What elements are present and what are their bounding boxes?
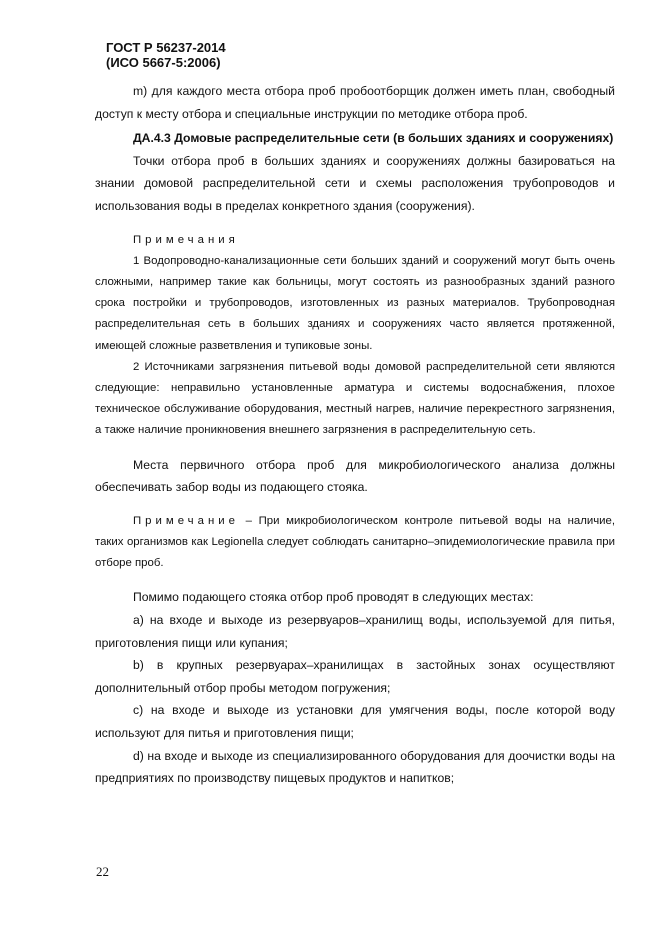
notes-block xyxy=(95,230,615,442)
single-note-block xyxy=(95,511,615,575)
document-header xyxy=(106,40,226,70)
iso-reference: (ИСО 5667-5:2006) xyxy=(106,55,221,70)
note-1: 1 Водопроводно-канализационные сети больших зданий и сооружений могут быть очень сложными, например такие как больницы, могут состоять из разнообразных зданий разного срока постройки и трубопроводов, изготовленных из разных материалов. Трубопроводная распределительная сеть в больших зданиях и сооружениях часто является протяженной, имеющей сложные разветвления и тупиковые зоны. xyxy=(95,254,615,352)
list-item-d: d) на входе и выходе из специализированного оборудования для доочистки воды на предприятиях по производству пищевых продуктов и напитков; xyxy=(95,748,615,786)
note-2: 2 Источниками загрязнения питьевой воды домовой распределительной сети являются следующие: неправильно установленные арматура и системы водоснабжения, плохое техническое обслуживание оборудования, местный нагрев, наличие перекрестного загрязнения, а также наличие проникновения внешнего загрязнения в распределительную сеть. xyxy=(95,360,615,437)
section-title: ДА.4.3 Домовые распределительные сети (в больших зданиях и сооружениях) xyxy=(133,131,614,146)
list-item-a: а) на входе и выходе из резервуаров–хранилищ воды, используемой для питья, приготовления пищи или купания; xyxy=(95,612,615,650)
page-number: 22 xyxy=(96,864,109,879)
list-item-b: b) в крупных резервуарах–хранилищах в застойных зонах осуществляют дополнительный отбор пробы методом погружения; xyxy=(95,658,615,695)
list-item-c: с) на входе и выходе из установки для умягчения воды, после которой воду используют для питья и приготовления пищи; xyxy=(95,703,615,740)
single-note xyxy=(95,511,615,575)
paragraph-additional-places: Помимо подающего стояка отбор проб проводят в следующих местах: xyxy=(133,590,534,605)
single-note-heading: Примечание xyxy=(133,514,239,527)
single-note-text: – При микробиологическом контроле питьевой воды на наличие, таких организмов как Legionella следует соблюдать санитарно–эпидемиологические правила при отборе проб. xyxy=(95,514,616,570)
notes-heading: Примечания xyxy=(133,233,239,246)
document-body xyxy=(95,80,615,790)
paragraph-sampling-points: Точки отбора проб в больших зданиях и сооружениях должны базироваться на знании домовой распределительной сети и схемы расположения трубопроводов и использования воды в пределах конкретного здания (сооружения). xyxy=(95,153,615,213)
paragraph-item-m: m) для каждого места отбора проб пробоотборщик должен иметь план, свободный доступ к месту отбора и специальные инструкции по методике отбора проб. xyxy=(95,84,615,121)
paragraph-primary-sampling: Места первичного отбора проб для микробиологического анализа должны обеспечивать забор воды из подающего стояка. xyxy=(95,457,615,495)
standard-number: ГОСТ Р 56237-2014 xyxy=(106,40,226,55)
